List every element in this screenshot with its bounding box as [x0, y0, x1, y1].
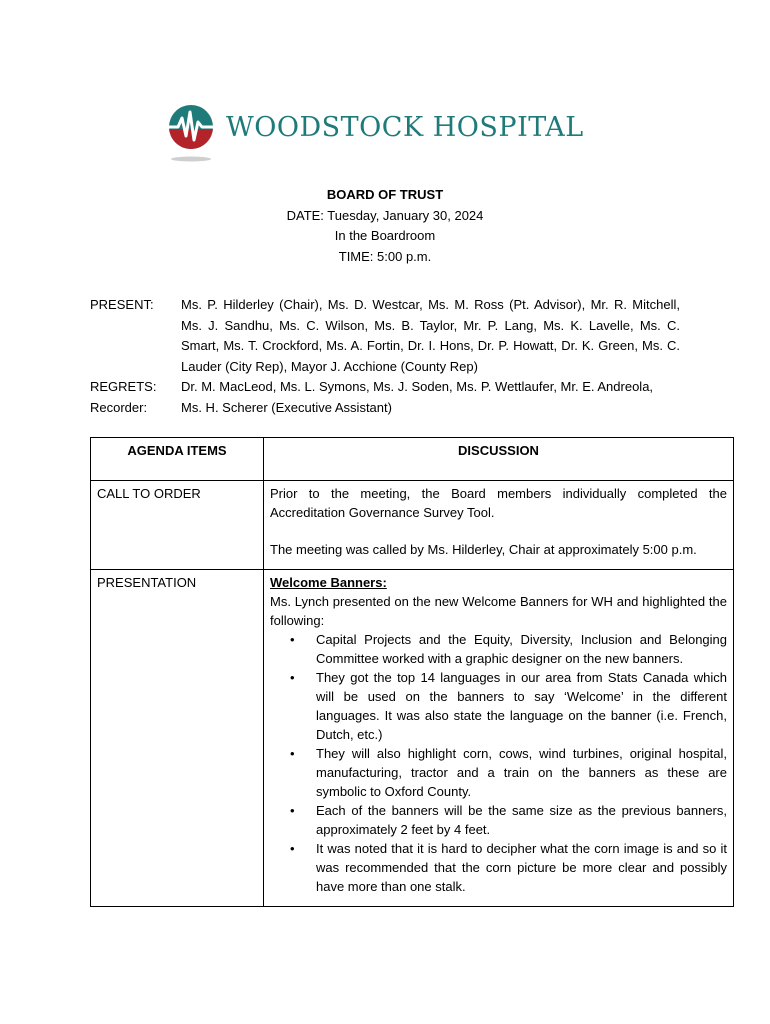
presentation-discussion — [264, 570, 734, 907]
recorder-value: Ms. H. Scherer (Executive Assistant) — [181, 399, 392, 415]
meeting-heading — [0, 185, 770, 267]
regrets-value: Dr. M. MacLeod, Ms. L. Symons, Ms. J. Soden, Ms. P. Wettlaufer, Mr. E. Andreola, — [181, 379, 654, 394]
present-value: Ms. P. Hilderley (Chair), Ms. D. Westcar, Ms. M. Ross (Pt. Advisor), Mr. R. Mitchell, Ms. J. Sandhu, Ms. C. Wilson, Ms. B. Taylor, Mr. P. Lang, Ms. K. Lavelle, Ms. C. Smart, Ms. T. Crockford, Ms. A. Fortin, Dr. I. Hons, Dr. P. Howatt, Dr. K. Green, Ms. C. Lauder (City Rep), Mayor J. Acchione (County Rep) — [181, 297, 680, 374]
meeting-time: TIME: 5:00 p.m. — [338, 248, 432, 264]
attendance-block — [90, 295, 680, 418]
logo-wordmark: WOODSTOCK HOSPITAL — [226, 112, 584, 143]
call-to-order-label: CALL TO ORDER — [91, 481, 264, 570]
list-item: • They will also highlight corn, cows, wind turbines, original hospital, manufacturing, tractor and a train on the banners as these are symbolic to Oxford County. — [316, 744, 727, 801]
presentation-label: PRESENTATION — [91, 570, 264, 907]
recorder-label: Recorder: — [90, 399, 148, 415]
agenda-items-header: AGENDA ITEMS — [91, 438, 264, 481]
list-item: • Each of the banners will be the same size as the previous banners, approximately 2 feet by 4 feet. — [316, 801, 727, 839]
heartbeat-logo-icon — [166, 100, 216, 164]
table-header-row — [91, 438, 734, 481]
present-row — [90, 295, 680, 377]
present-label: PRESENT: — [90, 297, 154, 312]
recorder-row — [90, 398, 680, 419]
discussion-header: DISCUSSION — [264, 438, 734, 481]
welcome-banners-title: Welcome Banners: — [270, 575, 387, 590]
regrets-label: REGRETS: — [90, 379, 157, 394]
presentation-intro: Ms. Lynch presented on the new Welcome Banners for WH and highlighted the following: — [270, 594, 727, 628]
list-item: • It was noted that it is hard to decipher what the corn image is and so it was recommended that the corn picture be more clear and possibly have more than one stalk. — [316, 839, 727, 896]
hospital-logo — [166, 100, 606, 164]
regrets-row — [90, 377, 680, 398]
list-item: • They got the top 14 languages in our area from Stats Canada which will be used on the banners to say ‘Welcome’ in the different languages. It was also state the language on the banner (i.e. French, Dutch, etc.) — [316, 668, 727, 744]
call-to-order-paragraph-1: Prior to the meeting, the Board members individually completed the Accreditation Governance Survey Tool. — [270, 486, 727, 520]
presentation-bullet-list — [270, 630, 727, 896]
meeting-date: DATE: Tuesday, January 30, 2024 — [286, 207, 484, 223]
meeting-title: BOARD OF TRUST — [326, 187, 444, 202]
call-to-order-discussion — [264, 481, 734, 570]
table-row — [91, 570, 734, 907]
list-item: • Capital Projects and the Equity, Diversity, Inclusion and Belonging Committee worked with a graphic designer on the new banners. — [316, 630, 727, 668]
agenda-table — [90, 437, 734, 907]
table-row — [91, 481, 734, 570]
call-to-order-paragraph-2: The meeting was called by Ms. Hilderley, Chair at approximately 5:00 p.m. — [270, 542, 697, 557]
meeting-location: In the Boardroom — [334, 228, 436, 243]
